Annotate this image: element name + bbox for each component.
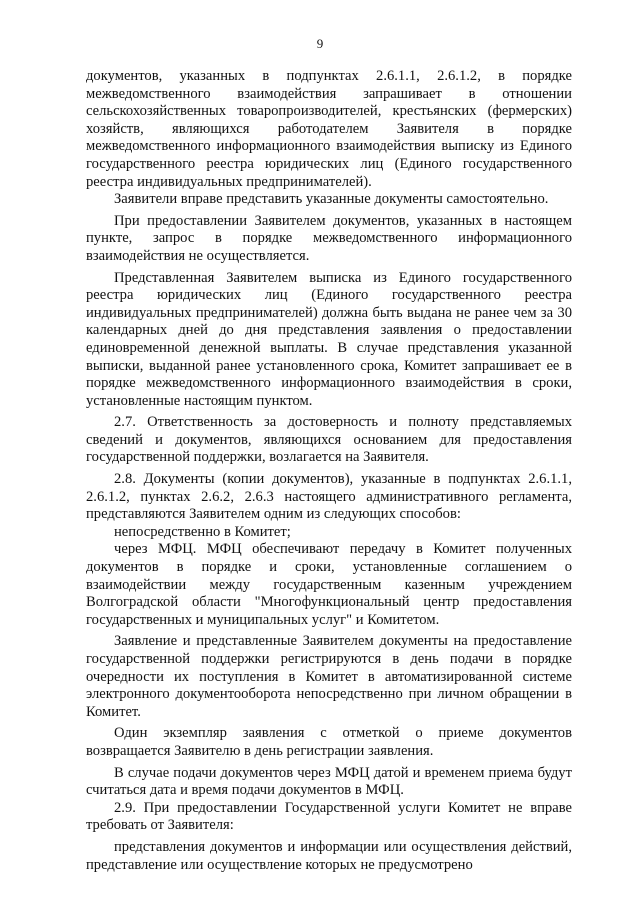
page-number: 9 (316, 36, 324, 51)
paragraph: непосредственно в Комитет; (114, 523, 291, 540)
paragraph: через МФЦ. МФЦ обеспечивают передачу в Комитет полученных документов в порядке и сроки, установленные соглашением о взаимодействии между государственным казенным учреждением Волгоградской области "Многофункциональный центр предоставления государственных и муниципальных услуг" и Комитетом. (86, 541, 572, 628)
paragraph: 2.7. Ответственность за достоверность и полноту представляемых сведений и документов, являющихся основанием для предоставления государственной поддержки, возлагается на Заявителя. (86, 414, 572, 466)
paragraph: В случае подачи документов через МФЦ датой и временем приема будут считаться дата и время подачи документов в МФЦ. (86, 764, 572, 799)
paragraph: представления документов и информации или осуществления действий, представление или осуществление которых не предусмотрено (86, 838, 572, 873)
paragraph: документов, указанных в подпунктах 2.6.1.1, 2.6.1.2, в порядке межведомственного взаимодействия запрашивает в отношении сельскохозяйственных товаропроизводителей, крестьянских (фермерских) хозяйств, являющихся работодателем Заявителя в порядке межведомственного информационного взаимодействия выписку из Единого государственного реестра юридических лиц (Единого государственного реестра индивидуальных предпринимателей). (86, 68, 572, 190)
paragraph: 2.9. При предоставлении Государственной услуги Комитет не вправе требовать от Заявителя: (86, 799, 572, 834)
document-body (86, 68, 572, 874)
paragraph: При предоставлении Заявителем документов, указанных в настоящем пункте, запрос в порядке межведомственного информационного взаимодействия не осуществляется. (86, 212, 572, 264)
paragraph: Заявители вправе представить указанные документы самостоятельно. (114, 191, 549, 208)
paragraph: Представленная Заявителем выписка из Единого государственного реестра юридических лиц (Единого государственного реестра индивидуальных предпринимателей) должна быть выдана не ранее чем за 30 календарных дней до дня представления заявления о предоставлении единовременной денежной выплаты. В случае представления указанной выписки, выданной ранее установленного срока, Комитет запрашивает ее в порядке межведомственного информационного взаимодействия в сроки, установленные настоящим пунктом. (86, 269, 572, 409)
paragraph: Один экземпляр заявления с отметкой о приеме документов возвращается Заявителю в день регистрации заявления. (86, 725, 572, 759)
paragraph: Заявление и представленные Заявителем документы на предоставление государственной поддержки регистрируются в день подачи в порядке очередности их поступления в Комитет в автоматизированной системе электронного документооборота непосредственно при личном обращении в Комитет. (86, 633, 572, 720)
paragraph: 2.8. Документы (копии документов), указанные в подпунктах 2.6.1.1, 2.6.1.2, пунктах 2.6.2, 2.6.3 настоящего административного регламента, представляются Заявителем одним из следующих способов: (86, 471, 572, 523)
